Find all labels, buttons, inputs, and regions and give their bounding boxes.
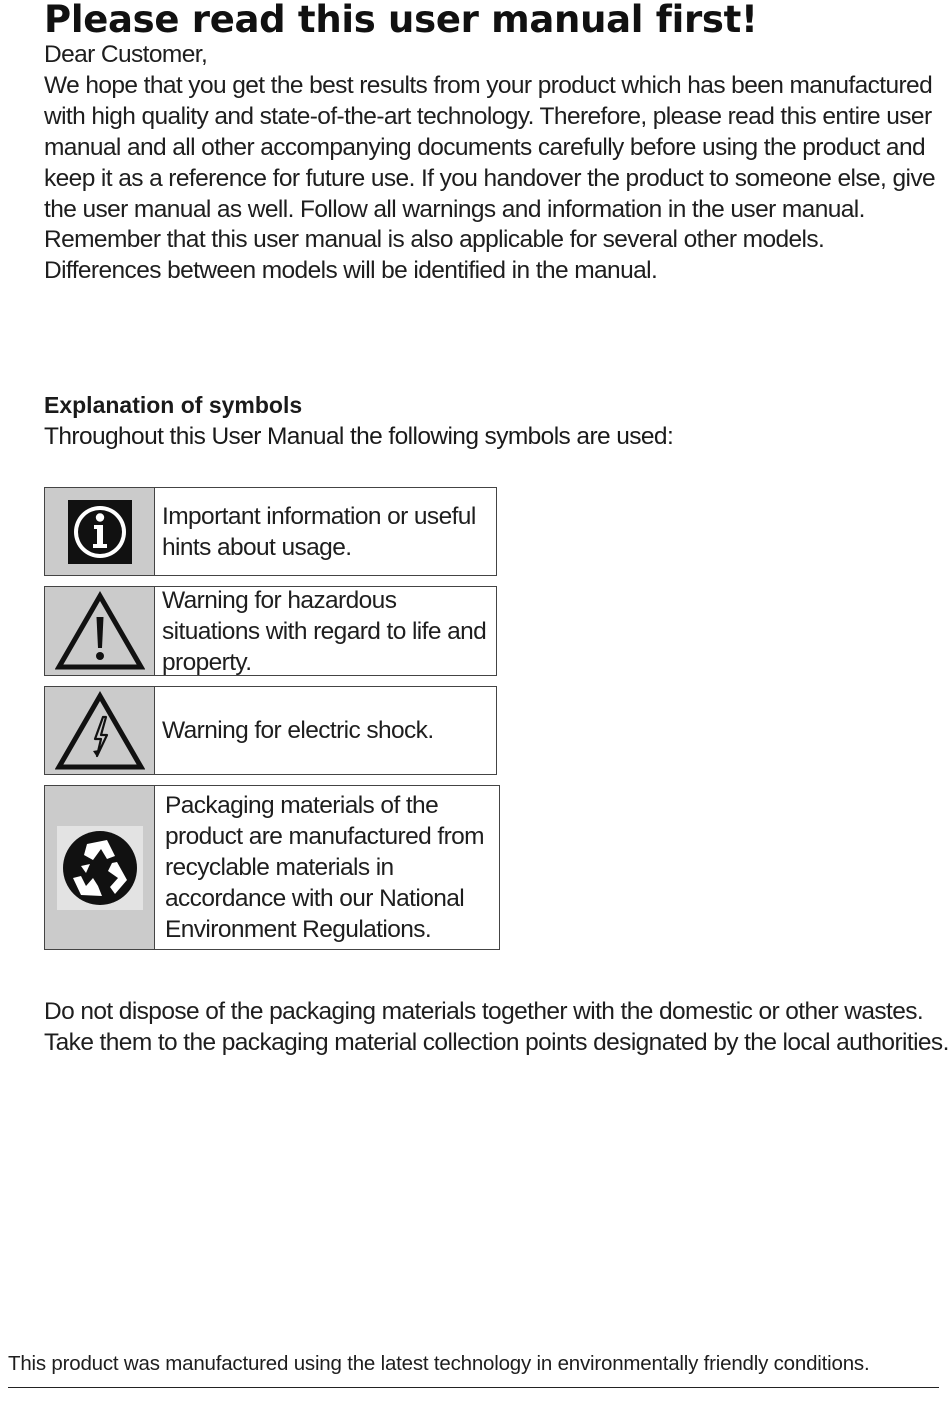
disposal-note-line-2: Take them to the packaging material collection points designated by the local authorities. — [44, 1029, 949, 1056]
symbol-row-electric-shock — [44, 686, 497, 775]
symbol-text-recycle: Packaging materials of the product are manufactured from recyclable materials in accordance with our National Environment Regulations. — [165, 792, 484, 943]
intro-section — [44, 40, 944, 287]
symbol-text-info: Important information or useful hints about usage. — [162, 502, 476, 561]
symbol-text-electric-shock: Warning for electric shock. — [162, 717, 434, 744]
greeting: Dear Customer, — [44, 41, 208, 68]
intro-paragraph: We hope that you get the best results from your product which has been manufactured with high quality and state-of-the-art technology. Therefore, please read this entire user manual and all other accompanying documents carefully before using the product and keep it as a reference for future use. If you handover the product to someone else, give the user manual as well. Follow all warnings and information in the user manual. — [44, 71, 936, 223]
footer-text: This product was manufactured using the latest technology in environmentally friendly conditions. — [8, 1352, 870, 1375]
electric-shock-icon — [45, 687, 155, 774]
disposal-note-line-1: Do not dispose of the packaging materials together with the domestic or other wastes. — [44, 998, 924, 1025]
symbol-row-recycle — [44, 785, 500, 950]
models-note: Remember that this user manual is also applicable for several other models. Differences between models will be identified in the manual. — [44, 226, 825, 285]
symbol-row-warning — [44, 586, 497, 676]
recycle-icon — [45, 786, 155, 949]
info-icon — [45, 488, 155, 575]
disposal-note — [44, 996, 949, 1058]
symbols-heading: Explanation of symbols — [44, 392, 303, 418]
symbol-text-warning: Warning for hazardous situations with regard to life and property. — [162, 586, 487, 676]
footer-divider — [8, 1387, 939, 1388]
page-title: Please read this user manual first! — [44, 0, 758, 41]
warning-icon — [45, 587, 155, 675]
symbol-row-info — [44, 487, 497, 576]
symbols-lead: Throughout this User Manual the following symbols are used: — [44, 423, 674, 450]
